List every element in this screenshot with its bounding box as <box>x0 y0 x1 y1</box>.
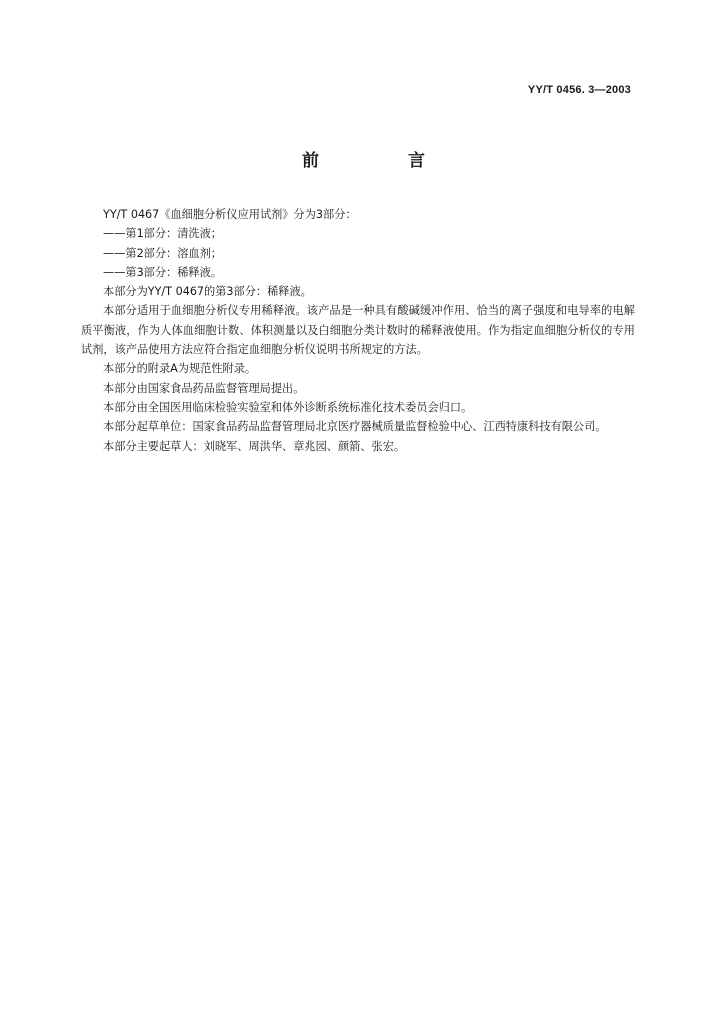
paragraph-under-jurisdiction: 本部分由全国医用临床检验实验室和体外诊断系统标准化技术委员会归口。 <box>103 400 473 414</box>
paragraph-proposed-by: 本部分由国家食品药品监督管理局提出。 <box>103 381 305 395</box>
page-title: 前 言 <box>302 151 461 171</box>
paragraph-intro: YY/T 0467《血细胞分析仪应用试剂》分为3部分： <box>103 208 357 221</box>
foreword-body <box>81 205 635 456</box>
paragraph-drafting-units: 本部分起草单位：国家食品药品监督管理局北京医疗器械质量监督检验中心、江西特康科技有限公司。 <box>103 420 607 434</box>
paragraph-scope: 本部分适用于血细胞分析仪专用稀释液。该产品是一种具有酸碱缓冲作用、恰当的离子强度和电导率的电解质平衡液，作为人体血细胞计数、体积测量以及白细胞分类计数时的稀释液使用。作为指定血细胞分析仪的专用试剂，该产品使用方法应符合指定血细胞分析仪说明书所规定的方法。 <box>81 304 635 357</box>
paragraph-drafters: 本部分主要起草人：刘晓军、周洪华、章兆园、颜箭、张宏。 <box>103 439 406 453</box>
paragraph-annex: 本部分的附录A为规范性附录。 <box>103 362 257 376</box>
paragraph-this-part: 本部分为YY/T 0467的第3部分：稀释液。 <box>103 285 312 299</box>
paragraph-part-1: ——第1部分：清洗液； <box>103 227 222 241</box>
paragraph-part-3: ——第3部分：稀释液。 <box>103 265 222 279</box>
paragraph-part-2: ——第2部分：溶血剂； <box>103 246 222 260</box>
standard-code: YY/T 0456. 3—2003 <box>527 84 631 96</box>
